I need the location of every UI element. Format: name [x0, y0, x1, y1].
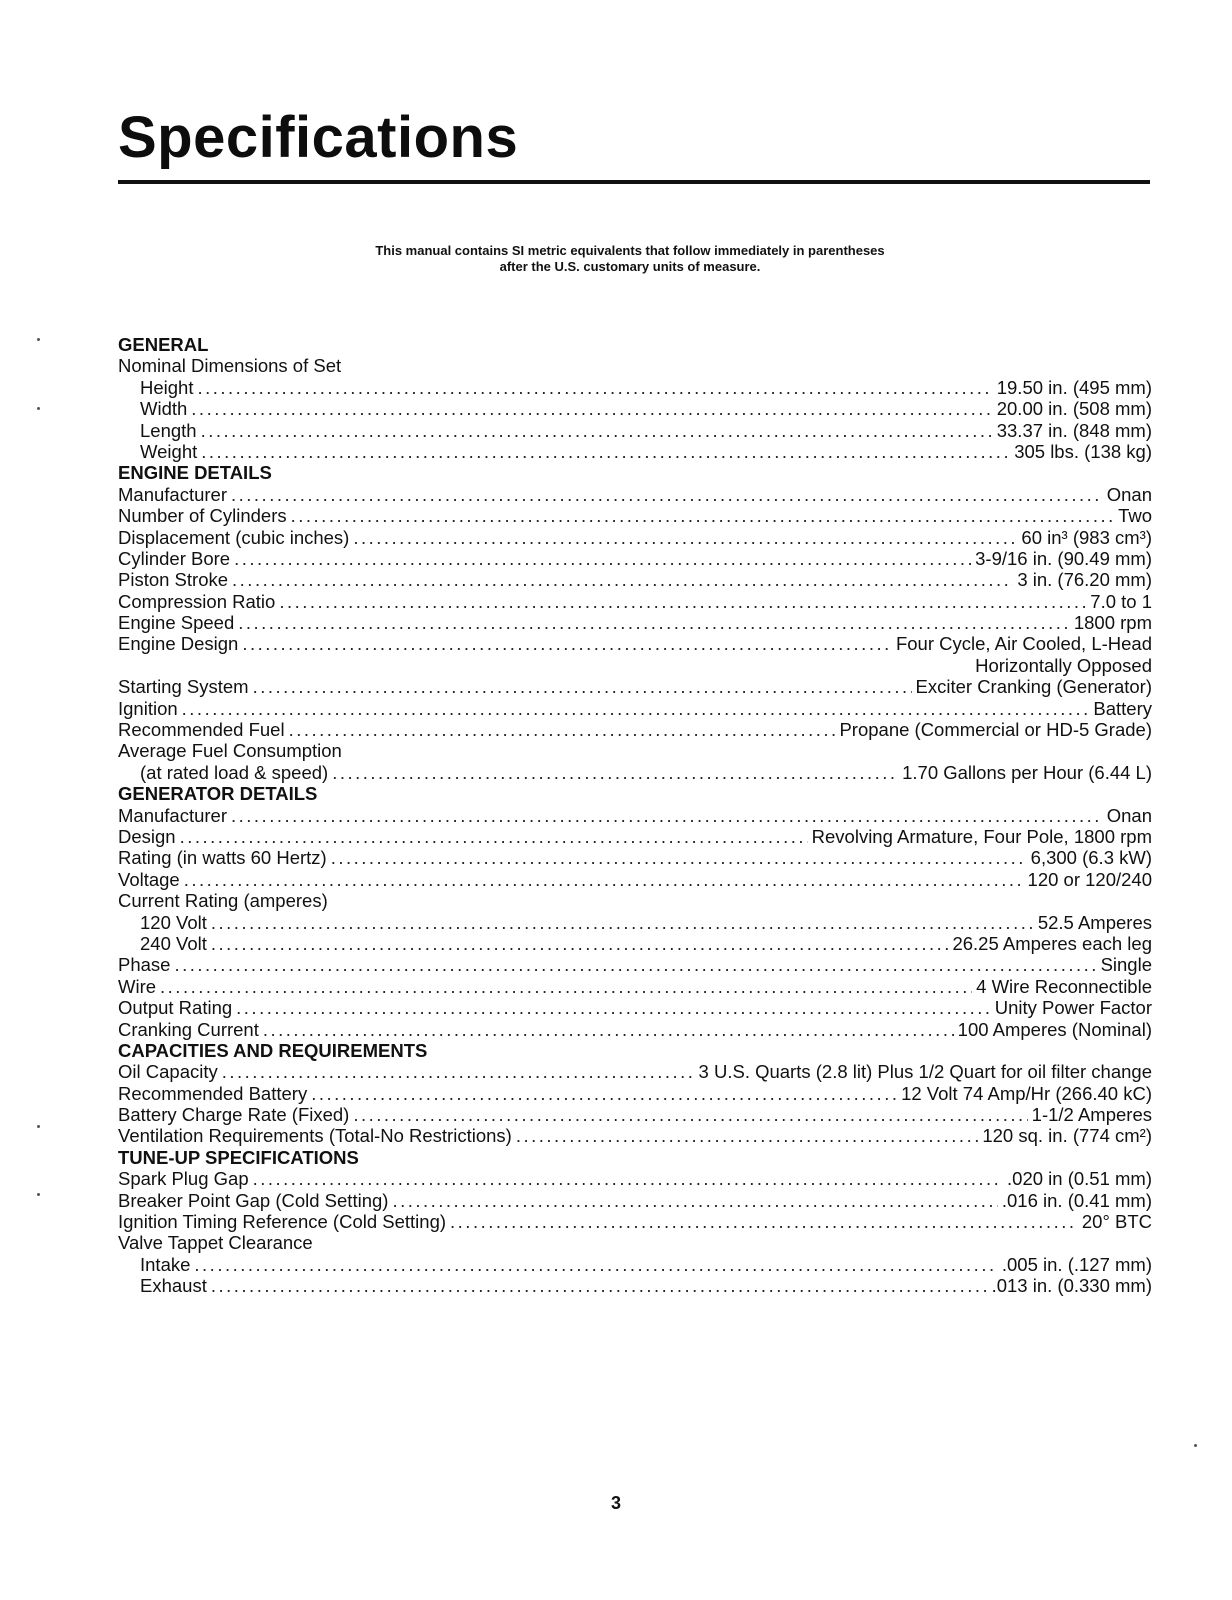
spec-row-recommended-battery: Recommended Battery ..... 12 Volt 74 Amp/Hr (266.40 kC) [118, 1083, 1152, 1104]
page-number: 3 [610, 1493, 621, 1513]
spec-row-wire: Wire ..... 4 Wire Reconnectible [118, 976, 1152, 997]
spec-row-length: Length ..... 33.37 in. (848 mm) [118, 420, 1152, 441]
spec-row-exhaust: Exhaust ..... .013 in. (0.330 mm) [118, 1275, 1152, 1296]
spec-row-piston-stroke: Piston Stroke ..... 3 in. (76.20 mm) [118, 569, 1152, 590]
spec-row-ignition: Ignition ..... Battery [118, 698, 1152, 719]
scan-speck [37, 1125, 40, 1128]
spec-row-rating: Rating (in watts 60 Hertz) ..... 6,300 (6.3 kW) [118, 847, 1152, 868]
spec-row-height: Height ..... 19.50 in. (495 mm) [118, 377, 1152, 398]
spec-row-battery-charge-rate: Battery Charge Rate (Fixed) ..... 1-1/2 Amperes [118, 1104, 1152, 1125]
spec-row-voltage: Voltage ..... 120 or 120/240 [118, 869, 1152, 890]
spec-row-fuel-consumption: (at rated load & speed) ..... 1.70 Gallons per Hour (6.44 L) [118, 762, 1152, 783]
section-heading-general: GENERAL [118, 334, 209, 355]
specifications-list [118, 334, 1152, 1297]
title-rule [118, 180, 1150, 184]
spec-row-generator-manufacturer: Manufacturer ..... Onan [118, 805, 1152, 826]
scan-speck [37, 338, 40, 341]
spec-row-cylinders: Number of Cylinders ..... Two [118, 505, 1152, 526]
spec-row-ventilation: Ventilation Requirements (Total-No Restrictions) ..... 120 sq. in. (774 cm²) [118, 1125, 1152, 1146]
section-heading-capacities: CAPACITIES AND REQUIREMENTS [118, 1039, 428, 1061]
spec-row-engine-speed: Engine Speed ..... 1800 rpm [118, 612, 1152, 633]
section-heading-generator: GENERATOR DETAILS [118, 783, 318, 805]
spec-row-output-rating: Output Rating ..... Unity Power Factor [118, 997, 1152, 1018]
scan-speck [37, 407, 40, 410]
spec-row-spark-plug-gap: Spark Plug Gap ..... .020 in (0.51 mm) [118, 1168, 1152, 1189]
spec-row-engine-manufacturer: Manufacturer ..... Onan [118, 484, 1152, 505]
spec-row-weight: Weight ..... 305 lbs. (138 kg) [118, 441, 1152, 462]
subheading-fuel-consumption: Average Fuel Consumption [118, 740, 342, 762]
spec-row-cylinder-bore: Cylinder Bore ..... 3-9/16 in. (90.49 mm) [118, 548, 1152, 569]
notice-line-1: This manual contains SI metric equivalents that follow immediately in parentheses [375, 243, 885, 258]
spec-engine-design-continued: Horizontally Opposed [975, 654, 1152, 676]
spec-row-breaker-point-gap: Breaker Point Gap (Cold Setting) ..... .016 in. (0.41 mm) [118, 1190, 1152, 1211]
spec-row-starting-system: Starting System ..... Exciter Cranking (Generator) [118, 676, 1152, 697]
section-heading-tuneup: TUNE-UP SPECIFICATIONS [118, 1146, 359, 1168]
spec-row-240-volt: 240 Volt ..... 26.25 Amperes each leg [118, 933, 1152, 954]
spec-row-120-volt: 120 Volt ..... 52.5 Amperes [118, 912, 1152, 933]
page-title: Specifications [118, 105, 519, 170]
scan-speck [37, 1193, 40, 1196]
notice-line-2: after the U.S. customary units of measure. [499, 259, 761, 274]
metric-notice [240, 243, 1020, 275]
spec-row-intake: Intake ..... .005 in. (.127 mm) [118, 1254, 1152, 1275]
spec-row-displacement: Displacement (cubic inches) ..... 60 in³ (983 cm³) [118, 527, 1152, 548]
spec-row-recommended-fuel: Recommended Fuel ..... Propane (Commercial or HD-5 Grade) [118, 719, 1152, 740]
spec-row-width: Width ..... 20.00 in. (508 mm) [118, 398, 1152, 419]
spec-row-compression-ratio: Compression Ratio ..... 7.0 to 1 [118, 591, 1152, 612]
spec-row-engine-design: Engine Design ..... Four Cycle, Air Cooled, L-Head [118, 633, 1152, 654]
spec-row-generator-design: Design ..... Revolving Armature, Four Pole, 1800 rpm [118, 826, 1152, 847]
subheading-nominal-dimensions: Nominal Dimensions of Set [118, 355, 342, 377]
subheading-current-rating: Current Rating (amperes) [118, 890, 328, 912]
scan-speck [1194, 1444, 1197, 1447]
subheading-valve-tappet: Valve Tappet Clearance [118, 1232, 313, 1254]
spec-row-cranking-current: Cranking Current ..... 100 Amperes (Nominal) [118, 1019, 1152, 1040]
spec-row-ignition-timing: Ignition Timing Reference (Cold Setting) ..... 20° BTC [118, 1211, 1152, 1232]
spec-row-oil-capacity: Oil Capacity ..... 3 U.S. Quarts (2.8 lit) Plus 1/2 Quart for oil filter change [118, 1061, 1152, 1082]
spec-row-phase: Phase ..... Single [118, 954, 1152, 975]
section-heading-engine: ENGINE DETAILS [118, 462, 272, 484]
